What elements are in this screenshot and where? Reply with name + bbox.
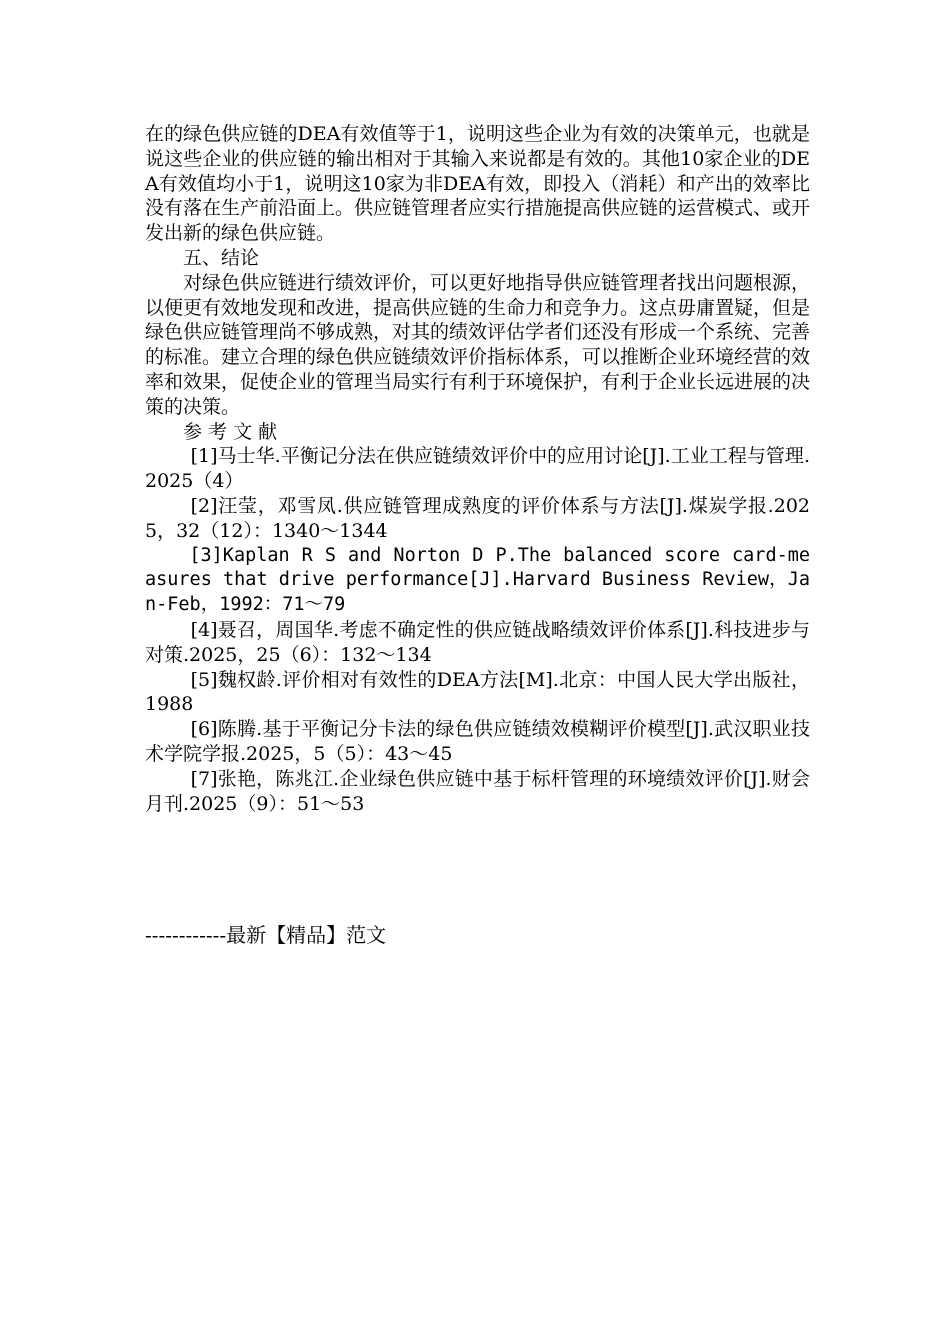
reference-item: [6]陈腾.基于平衡记分卡法的绿色供应链绩效模糊评价模型[J].武汉职业技术学院学报.2025，5（5）：43～45 [145, 718, 810, 765]
footer-text: ------------最新【精品】范文 [145, 923, 387, 947]
section-heading: 五、结论 [183, 246, 260, 269]
reference-item: [1]马士华.平衡记分法在供应链绩效评价中的应用讨论[J].工业工程与管理.2025（4） [145, 445, 810, 493]
reference-item: [5]魏权龄.评价相对有效性的DEA方法[M].北京：中国人民大学出版社，1988 [145, 668, 810, 716]
reference-item: [2]汪莹，邓雪凤.供应链管理成熟度的评价体系与方法[J].煤炭学报.2025，32（12）：1340～1344 [145, 494, 810, 542]
references-heading: 参 考 文 献 [183, 420, 278, 443]
reference-item: [7]张艳，陈兆江.企业绿色供应链中基于标杆管理的环境绩效评价[J].财会月刊.2025（9）：51～53 [145, 767, 810, 815]
reference-item: [4]聂召，周国华.考虑不确定性的供应链战略绩效评价体系[J].科技进步与对策.2025，25（6）：132～134 [145, 618, 810, 666]
reference-item: [3]Kaplan R S and Norton D P.The balanced score card-measures that drive performance[J].Harvard Business Review，Jan-Feb，1992：71～79 [145, 544, 810, 616]
body-paragraph: 在的绿色供应链的DEA有效值等于1，说明这些企业为有效的决策单元，也就是说这些企业的供应链的输出相对于其输入来说都是有效的。其他10家企业的DEA有效值均小于1，说明这10家为非DEA有效，即投入（消耗）和产出的效率比没有落在生产前沿面上。供应链管理者应实行措施提高供应链的运营模式、或开发出新的绿色供应链。 [145, 123, 811, 245]
document-body [145, 122, 810, 816]
body-paragraph: 对绿色供应链进行绩效评价，可以更好地指导供应链管理者找出问题根源，以便更有效地发现和改进，提高供应链的生命力和竞争力。这点毋庸置疑，但是绿色供应链管理尚不够成熟，对其的绩效评估学者们还没有形成一个系统、完善的标准。建立合理的绿色供应链绩效评价指标体系，可以推断企业环境经营的效率和效果，促使企业的管理当局实行有利于环境保护，有利于企业长远进展的决策的决策。 [145, 271, 811, 418]
